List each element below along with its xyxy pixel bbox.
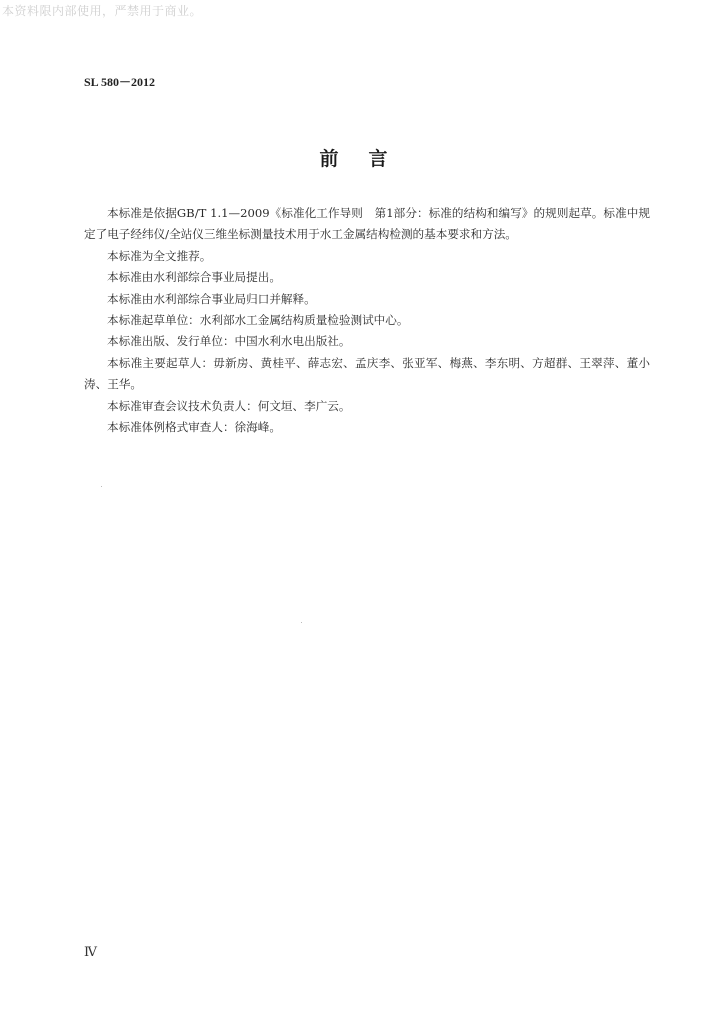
foreword-body [84, 203, 650, 438]
scan-speck [101, 486, 102, 487]
page-number: Ⅳ [84, 944, 97, 959]
standard-code: SL 580－2012 [84, 75, 156, 89]
paragraph-basis: 本标准是依据GB/T 1.1—2009《标准化工作导则 第1部分：标准的结构和编写》的规则起草。标准中规定了电子经纬仪/全站仪三维坐标测量技术用于水工金属结构检测的基本要求和方法。 [84, 206, 650, 242]
scan-speck [301, 622, 302, 623]
page-title: 前言 [319, 148, 418, 170]
paragraph-format-reviewer: 本标准体例格式审查人：徐海峰。 [107, 420, 281, 435]
paragraph-technical-reviewers: 本标准审查会议技术负责人：何文垣、李广云。 [107, 398, 351, 413]
watermark-text: 本资料限内部使用，严禁用于商业。 [2, 4, 203, 18]
paragraph-drafters: 本标准主要起草人：毋新房、黄桂平、薛志宏、孟庆李、张亚军、梅燕、李东明、方超群、王翠萍、董小涛、王华。 [84, 355, 650, 392]
paragraph-proposer: 本标准由水利部综合事业局提出。 [107, 270, 281, 285]
paragraph-publisher: 本标准出版、发行单位：中国水利水电出版社。 [107, 334, 351, 349]
paragraph-drafting-unit: 本标准起草单位：水利部水工金属结构质量检验测试中心。 [107, 313, 409, 328]
paragraph-recommendation: 本标准为全文推荐。 [107, 248, 212, 263]
paragraph-interpretation: 本标准由水利部综合事业局归口并解释。 [107, 291, 316, 306]
